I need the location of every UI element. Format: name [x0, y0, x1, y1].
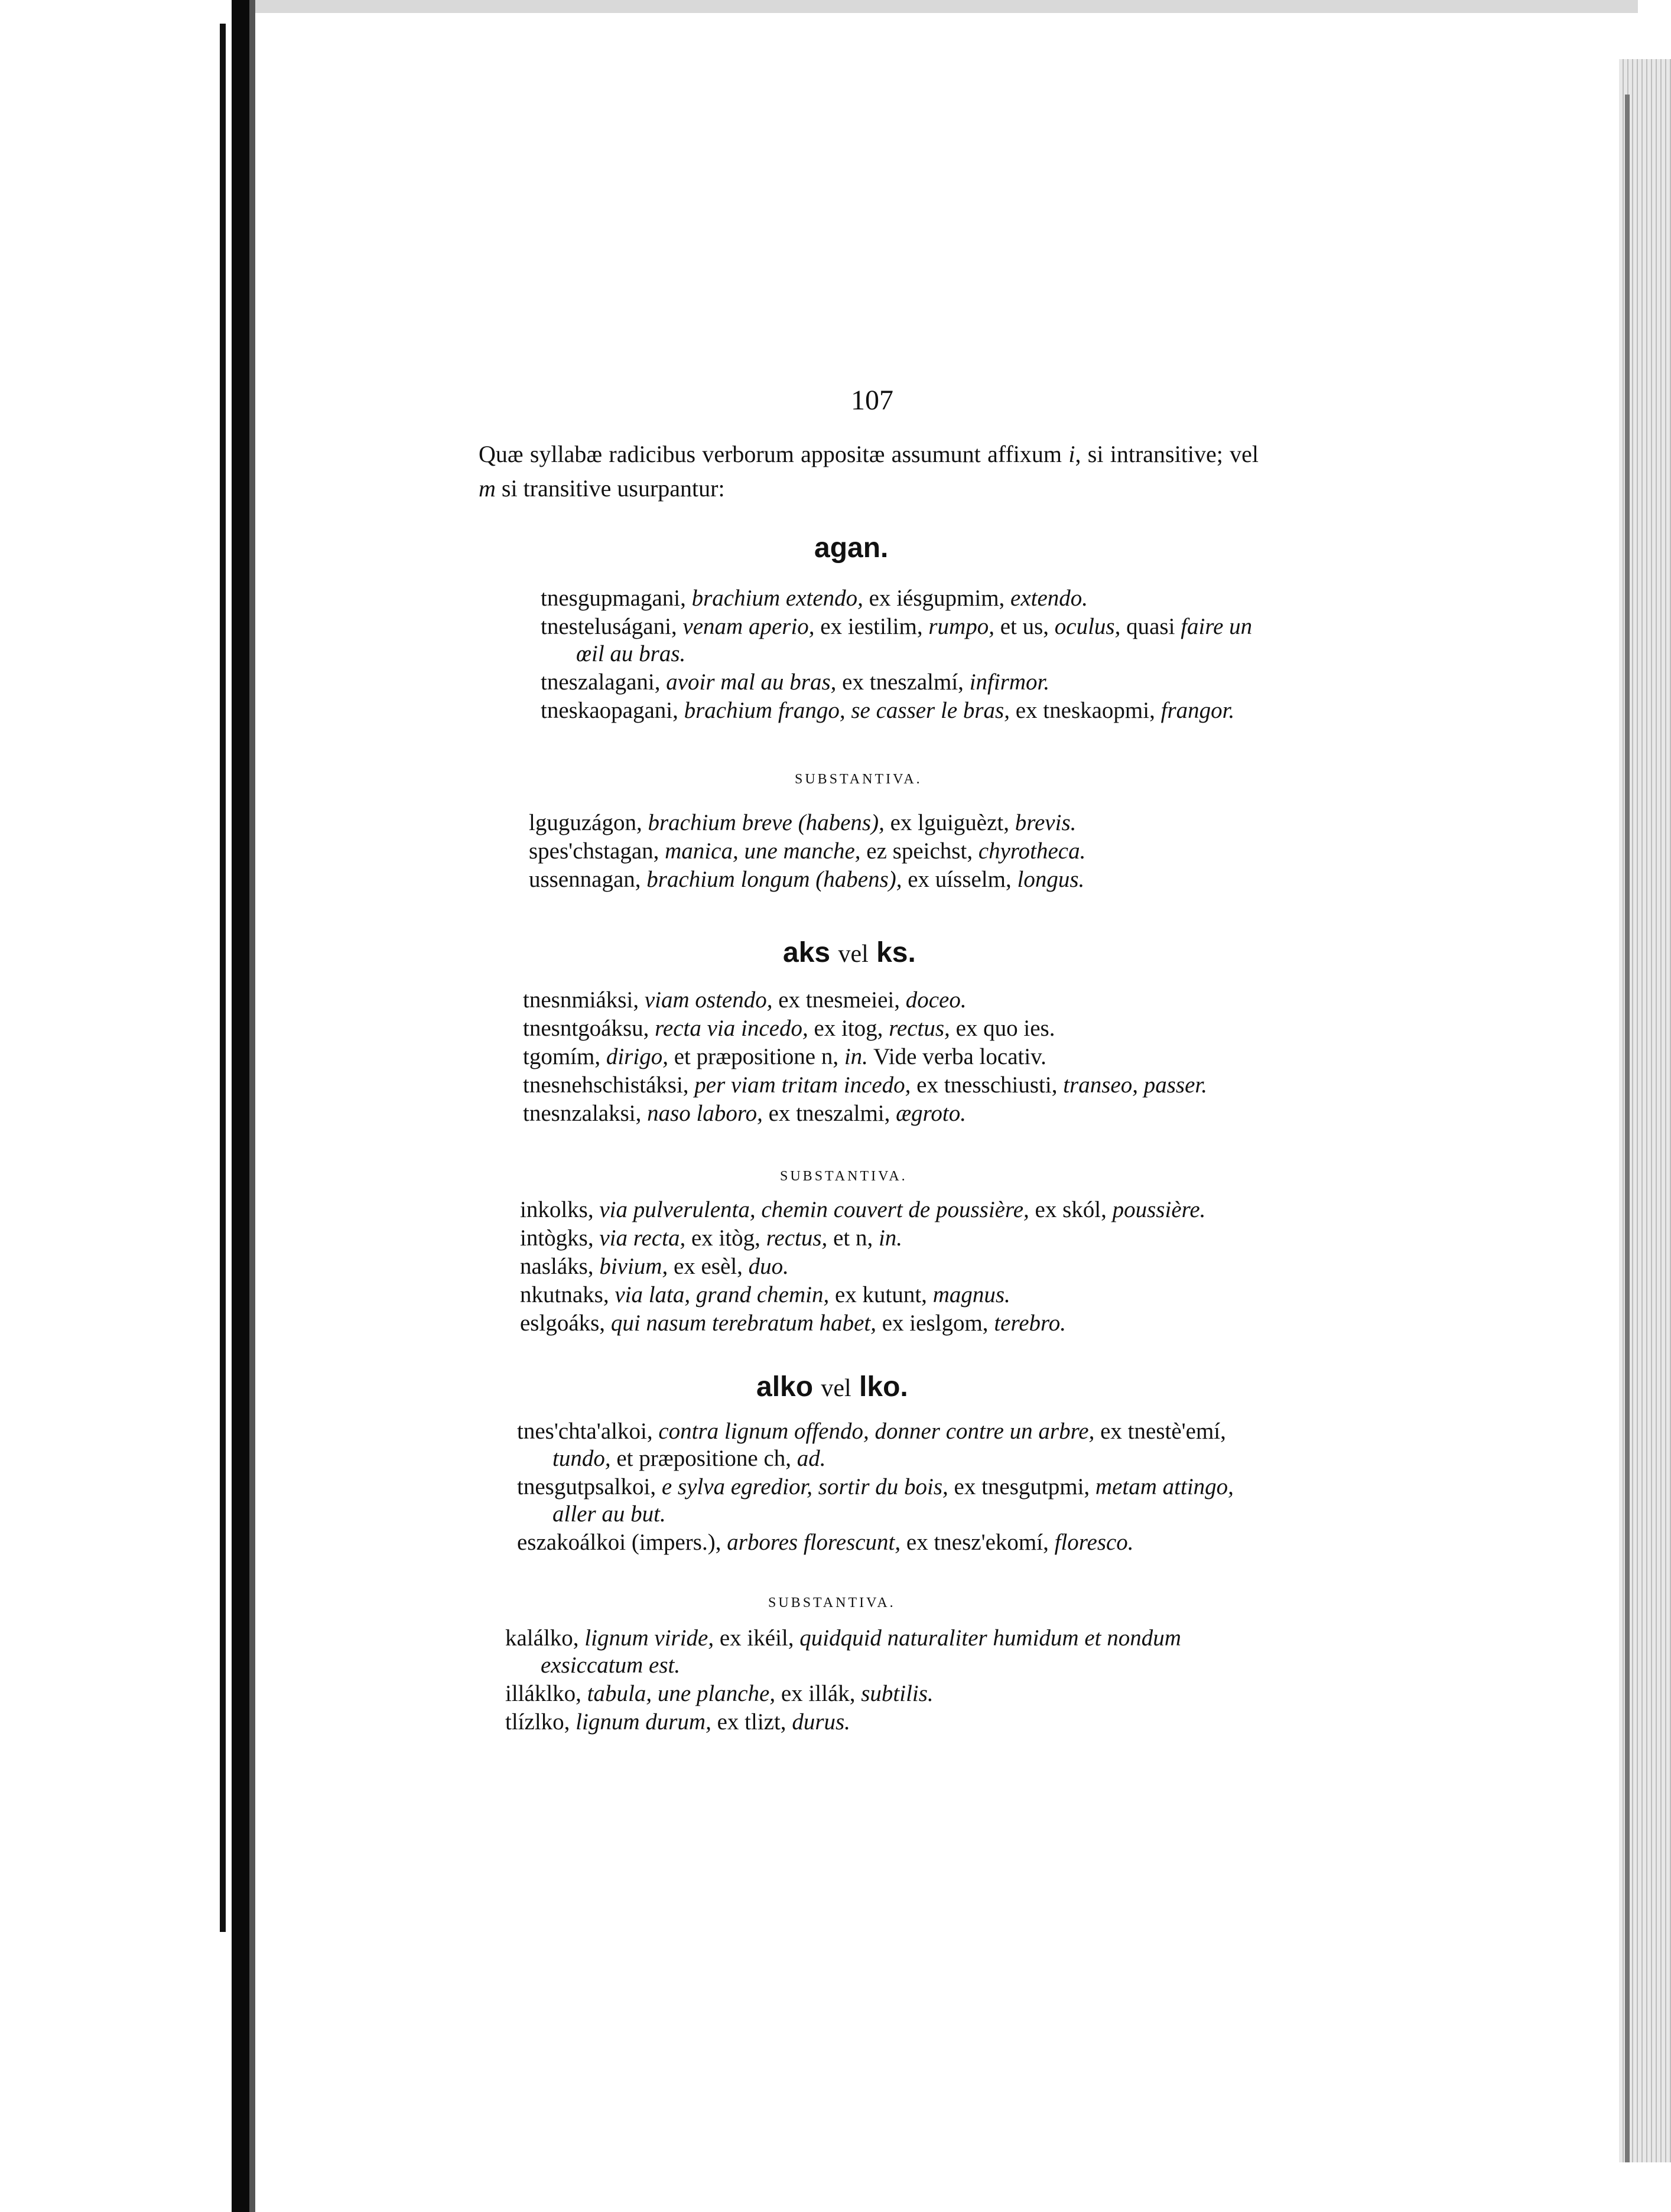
section-title-agan: agan.: [814, 532, 889, 564]
section-agan-nouns: [529, 809, 1273, 894]
section-alko-nouns: [505, 1625, 1250, 1737]
entry: kalálko, lignum viride, ex ikéil, quidquid naturaliter humidum et nondum exsiccatum est.: [505, 1625, 1181, 1678]
page-number: 107: [851, 385, 893, 416]
entry: tlízlko, lignum durum, ex tlizt, durus.: [505, 1709, 850, 1735]
entry: eszakoálkoi (impers.), arbores florescunt, ex tnesz'ekomí, floresco.: [517, 1530, 1134, 1555]
entry: illáklko, tabula, une planche, ex illák, subtilis.: [505, 1681, 934, 1706]
page-top-edge: [255, 0, 1638, 13]
section-alko-verbs: [517, 1418, 1262, 1557]
binding-gutter-shadow: [249, 0, 255, 2212]
entry: spes'chstagan, manica, une manche, ez speichst, chyrotheca.: [529, 838, 1086, 864]
entry: tgomím, dirigo, et præpositione n, in. Vide verba locativ.: [523, 1044, 1046, 1069]
entry: tnesgupmagani, brachium extendo, ex iésgupmim, extendo.: [541, 585, 1088, 611]
entry: tnesnehschistáksi, per viam tritam incedo, ex tnesschiusti, transeo, passer.: [523, 1072, 1207, 1098]
subhead-substantiva: SUBSTANTIVA.: [768, 1595, 896, 1611]
section-agan-verbs: [541, 585, 1285, 726]
entry: eslgoáks, qui nasum terebratum habet, ex ieslgom, terebro.: [520, 1310, 1066, 1336]
subhead-substantiva: SUBSTANTIVA.: [795, 772, 922, 787]
entry: tneszalagani, avoir mal au bras, ex tneszalmí, infirmor.: [541, 669, 1050, 695]
section-aks-nouns: [520, 1196, 1264, 1338]
entry: tneskaopagani, brachium frango, se casser le bras, ex tneskaopmi, frangor.: [541, 698, 1235, 723]
entry: lguguzágon, brachium breve (habens), ex lguiguèzt, brevis.: [529, 810, 1077, 835]
entry: intògks, via recta, ex itòg, rectus, et n, in.: [520, 1225, 903, 1251]
page-stack-shadow: [1625, 95, 1630, 2162]
entry: inkolks, via pulverulenta, chemin couvert de poussière, ex skól, poussière.: [520, 1197, 1206, 1222]
binding-gutter: [232, 0, 249, 2212]
entry: ussennagan, brachium longum (habens), ex uísselm, longus.: [529, 867, 1085, 892]
left-page-margin: [0, 0, 220, 2212]
entry: tnesgutpsalkoi, e sylva egredior, sortir du bois, ex tnesgutpmi, metam attingo, aller au but.: [517, 1474, 1234, 1527]
entry: nasláks, bivium, ex esèl, duo.: [520, 1254, 789, 1279]
entry: tnesnmiáksi, viam ostendo, ex tnesmeiei, doceo.: [523, 987, 967, 1013]
entry: nkutnaks, via lata, grand chemin, ex kutunt, magnus.: [520, 1282, 1010, 1307]
binding-gutter-line: [220, 24, 226, 1932]
section-aks-verbs: [523, 987, 1267, 1128]
section-title-alko: alko vel lko.: [756, 1371, 908, 1403]
entry: tnesntgoáksu, recta via incedo, ex itog, rectus, ex quo ies.: [523, 1016, 1055, 1041]
intro-paragraph: Quæ syllabæ radicibus verborum appositæ assumunt affixum i, si intransitive; vel m si transitive usurpantur:: [479, 441, 1259, 502]
subhead-substantiva: SUBSTANTIVA.: [780, 1169, 908, 1184]
section-title-aks: aks vel ks.: [783, 937, 916, 968]
entry: tnes'chta'alkoi, contra lignum offendo, donner contre un arbre, ex tnestè'emí, tundo, et præpositione ch, ad.: [517, 1419, 1226, 1471]
entry: tnesnzalaksi, naso laboro, ex tneszalmi, ægroto.: [523, 1101, 966, 1126]
entry: tnesteluságani, venam aperio, ex iestilim, rumpo, et us, oculus, quasi faire un œil au bras.: [541, 614, 1253, 666]
